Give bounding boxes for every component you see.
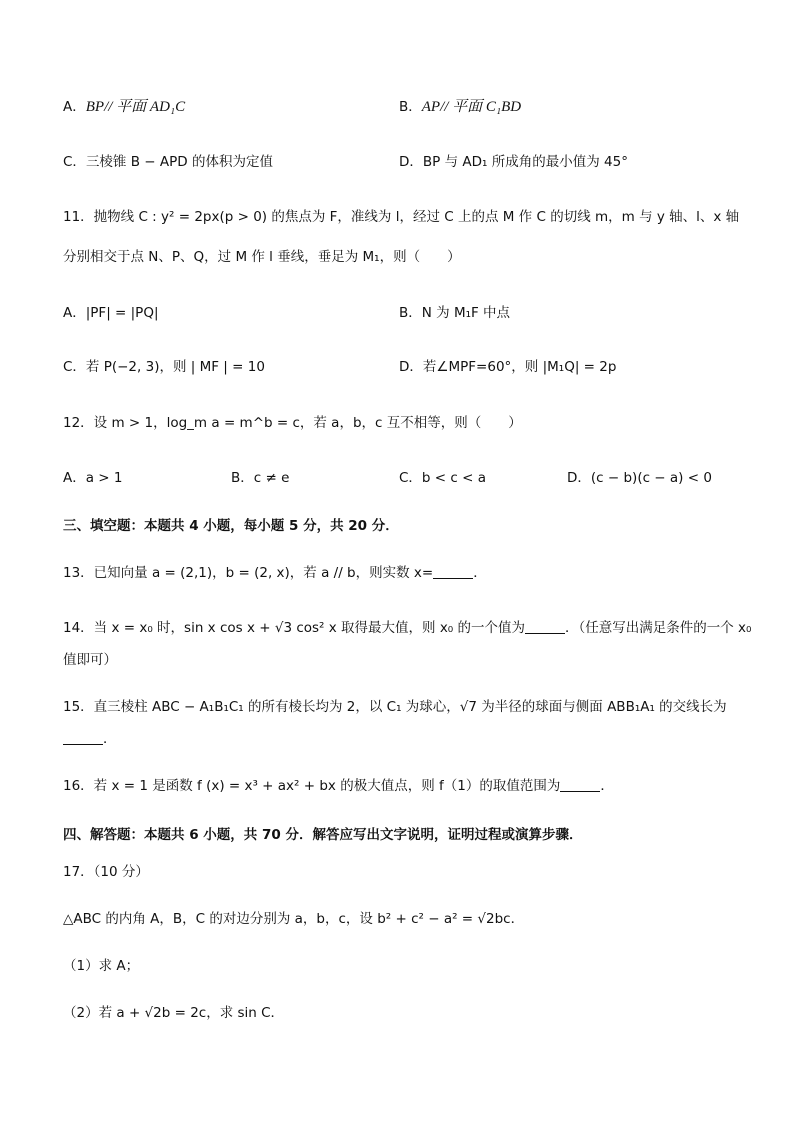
q16: 16．若 x = 1 是函数 f (x) = x³ + ax² + bx 的极大值点，则 f（1）的取值范围为 ．: [63, 778, 614, 794]
q14-line2: 值即可）: [63, 652, 117, 668]
q11-option-c: C．若 P(−2, 3)，则 | MF | = 10: [63, 359, 265, 375]
q11-stem-line2: 分别相交于点 N、P、Q，过 M 作 l 垂线，垂足为 M₁，则（ ）: [63, 249, 461, 265]
q12-option-c: C．b < c < a: [399, 470, 486, 486]
section3-heading: 三、填空题：本题共 4 小题，每小题 5 分，共 20 分．: [63, 518, 399, 534]
q15-answer-blank: [63, 730, 103, 745]
q17-part1: （1）求 A；: [63, 958, 140, 974]
q15-line1: 15．直三棱柱 ABC − A₁B₁C₁ 的所有棱长均为 2，以 C₁ 为球心，√7 为半径的球面与侧面 ABB₁A₁ 的交线长为: [63, 699, 727, 715]
q11-option-a: A．|PF| = |PQ|: [63, 305, 159, 321]
q10-option-c: C．三棱锥 B − APD 的体积为定值: [63, 154, 273, 170]
q15-line2: ．: [63, 729, 117, 749]
q16-answer-blank: [560, 777, 600, 792]
section4-heading: 四、解答题：本题共 6 小题，共 70 分．解答应写出文字说明，证明过程或演算步骤．: [63, 827, 583, 843]
q13-answer-blank: [433, 564, 473, 579]
q10-option-a: A．BP// 平面 AD₁C: [63, 99, 186, 115]
q12-option-b: B．c ≠ e: [231, 470, 290, 486]
q11-option-b: B．N 为 M₁F 中点: [399, 305, 511, 321]
q13: 13．已知向量 a = (2,1)，b = (2, x)，若 a // b，则实数 x= ．: [63, 565, 487, 581]
q11-option-d: D．若∠MPF=60°，则 |M₁Q| = 2p: [399, 359, 617, 375]
q14-answer-blank: [525, 619, 565, 634]
q14-line1: 14．当 x = x₀ 时，sin x cos x + √3 cos² x 取得最大值，则 x₀ 的一个值为 ．（任意写出满足条件的一个 x₀: [63, 620, 752, 636]
q11-stem-line1: 11．抛物线 C : y² = 2px(p > 0) 的焦点为 F，准线为 l，经过 C 上的点 M 作 C 的切线 m，m 与 y 轴、l、x 轴: [63, 209, 740, 225]
q17-part2: （2）若 a + √2b = 2c，求 sin C．: [63, 1005, 285, 1021]
q12-option-d: D．(c − b)(c − a) < 0: [567, 470, 712, 486]
q17-header: 17．（10 分）: [63, 864, 149, 880]
q12-option-a: A．a > 1: [63, 470, 123, 486]
q10-option-b: B．AP// 平面 C₁BD: [399, 99, 522, 115]
q17-stem: △ABC 的内角 A，B，C 的对边分别为 a，b，c，设 b² + c² − a² = √2bc．: [63, 911, 525, 927]
q10-option-d: D．BP 与 AD₁ 所成角的最小值为 45°: [399, 154, 628, 170]
q12-stem: 12．设 m > 1，log_m a = m^b = c，若 a，b，c 互不相等，则（ ）: [63, 415, 522, 431]
